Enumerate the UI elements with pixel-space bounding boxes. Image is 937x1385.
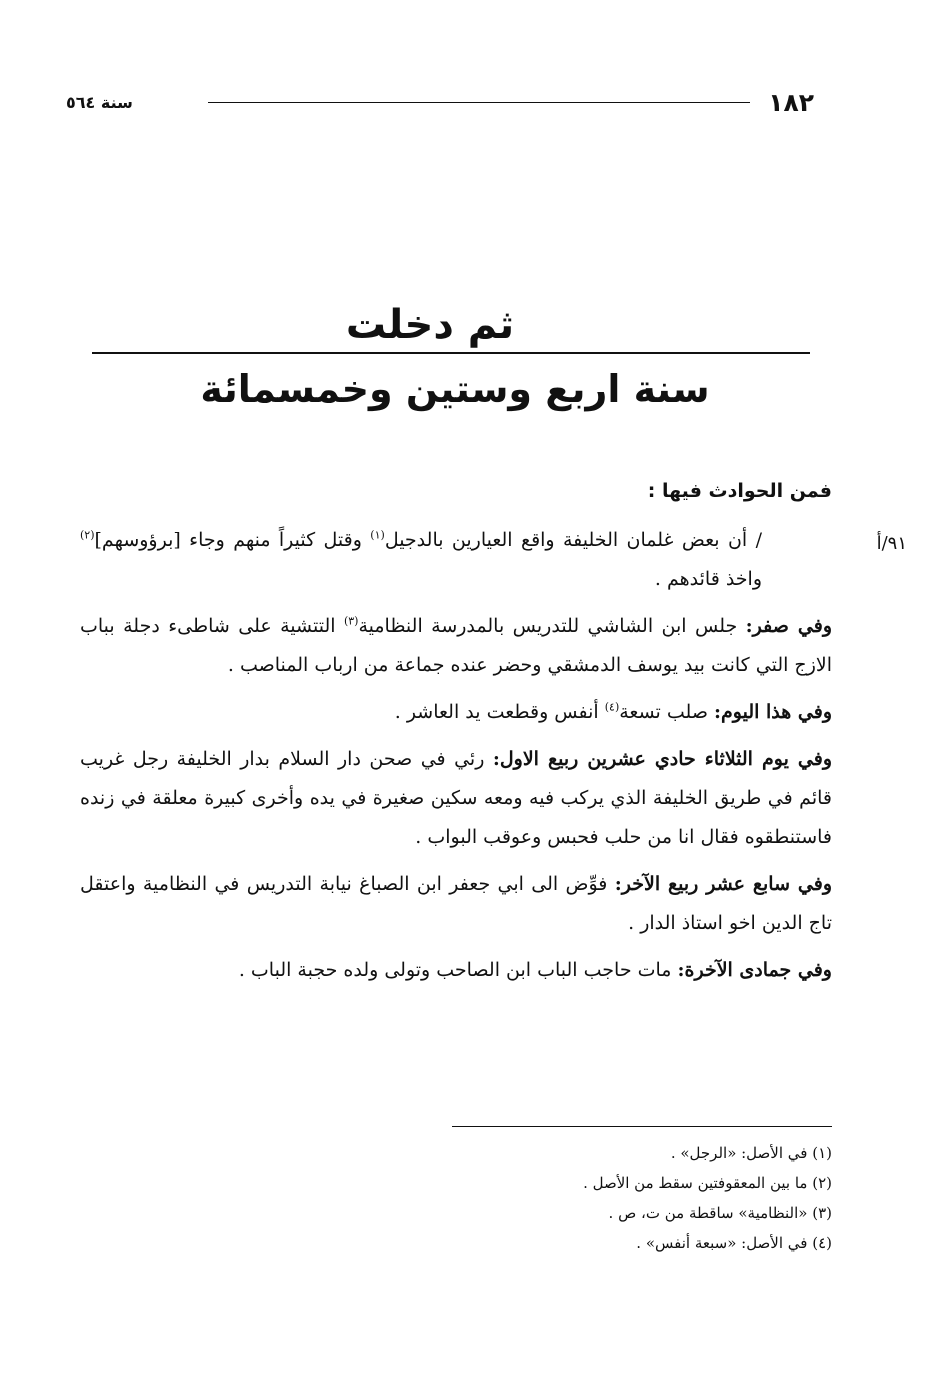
footnote-ref: (٣) [343, 614, 359, 628]
paragraph-lead: وفي هذا اليوم: [714, 701, 832, 723]
paragraph-lead: وفي سابع عشر ربيع الآخر: [614, 873, 832, 895]
footnote: (٣) «النظامية» ساقطة من ت، ص . [608, 1204, 832, 1222]
section-heading: فمن الحوادث فيها : [647, 480, 832, 502]
footnote-ref: (١) [370, 528, 385, 542]
page-number: ١٨٢ [768, 88, 814, 117]
footnote: (٢) ما بين المعقوفتين سقط من الأصل . [583, 1174, 832, 1192]
chapter-title-line-2: سنة اربع وستين وخمسمائة [200, 367, 710, 411]
margin-folio-note: ٩١/أ [876, 533, 907, 554]
paragraph [80, 740, 832, 857]
footnote-rule [452, 1126, 832, 1127]
paragraph-text: مات حاجب الباب ابن الصاحب وتولى ولده حجبة الباب . [238, 959, 678, 981]
paragraph [80, 951, 832, 990]
running-header [66, 88, 814, 118]
title-rule [92, 352, 810, 354]
running-title: سنة ٥٦٤ [66, 93, 133, 112]
footnote-ref: (٢) [80, 528, 95, 542]
body-text [80, 472, 832, 998]
paragraph-text: أنفس وقطعت يد العاشر . [394, 701, 605, 723]
header-rule [208, 102, 750, 103]
paragraph [80, 865, 832, 943]
paragraph-lead: وفي يوم الثلاثاء حادي عشرين ربيع الاول: [492, 748, 832, 770]
paragraph-text: فوِّض الى ابي جعفر ابن الصباغ نيابة التدريس في النظامية واعتقل تاج الدين اخو استاذ الدار . [80, 873, 832, 934]
paragraph [80, 521, 832, 599]
paragraph [80, 607, 832, 685]
paragraph [80, 693, 832, 732]
paragraph-text: التتشية على شاطىء دجلة بباب الازج التي كانت بيد يوسف الدمشقي وحضر عنده جماعة من ارباب المناصب . [80, 615, 832, 676]
paragraph-text: واخذ قائدهم . [654, 568, 762, 590]
footnote-ref: (٤) [604, 700, 620, 714]
paragraph-text: صلب تسعة [619, 701, 714, 723]
paragraph-lead: وفي جمادى الآخرة: [677, 959, 832, 981]
paragraph-lead: وفي صفر: [745, 615, 833, 637]
paragraph-text: جلس ابن الشاشي للتدريس بالمدرسة النظامية [358, 615, 746, 637]
footnote: (٤) في الأصل: «سبعة أنفس» . [636, 1234, 832, 1252]
paragraph-text: رئي في صحن دار السلام بدار الخليفة رجل غريب قائم في طريق الخليفة الذي يركب فيه ومعه سكين صغيرة في يده وأخرى كبيرة معلقة في زنده فاستنطقوه فقال انا من حلب فحبس وعوقب البواب . [80, 748, 832, 848]
paragraph-text: / أن بعض غلمان الخليفة واقع العيارين بالدجيل [384, 529, 762, 551]
footnote: (١) في الأصل: «الرجل» . [670, 1144, 832, 1162]
footnotes [300, 1138, 832, 1258]
paragraph-text: وقتل كثيراً منهم وجاء [برؤوسهم] [94, 529, 371, 551]
chapter-title-line-1: ثم دخلت [345, 302, 515, 348]
